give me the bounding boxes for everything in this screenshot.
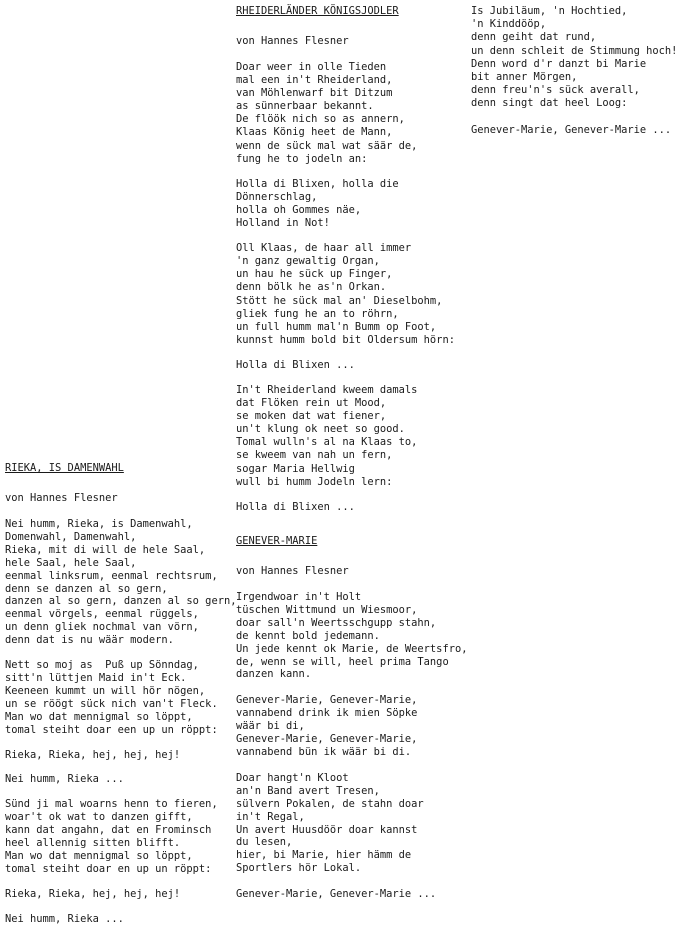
stanza: Is Jubiläum, 'n Hochtied, 'n Kinddööp, denn geiht dat rund, un denn schleit de Stimmung hoch! Denn word d'r danzt bi Marie bit anner Mörgen, denn freu'n's sück averall, denn singt dat heel Loog: [471, 5, 678, 110]
song-author: von Hannes Flesner [236, 565, 349, 577]
song-title: RIEKA, IS DAMENWAHL [5, 462, 124, 474]
song-title: RHEIDERLÄNDER KÖNIGSJODLER [236, 5, 399, 17]
stanza: Doar hangt'n Kloot an'n Band avert Tresen, sülvern Pokalen, de stahn doar in't Regal, Un avert Huusdöör doar kannst du lesen, hier, bi Marie, hier hämm de Sportlers hör Lokal. [236, 771, 424, 875]
stanza: Sünd ji mal woarns henn to fieren, woar't ok wat to danzen gifft, kann dat angahn, dat en Frominsch heel allennig sitten blifft. Man wo dat mennigmal so löppt, tomal steiht doar en up un röppt: [5, 798, 218, 875]
stanza: Irgendwoar in't Holt tüschen Wittmund un Wiesmoor, doar sall'n Weertsschgupp stahn, de kennt bold jedemann. Un jede kennt ok Marie, de Weertsfro, de, wenn se will, heel prima Tango danzen kann. [236, 591, 468, 681]
refrain-short: Holla di Blixen ... [236, 500, 355, 513]
call-line: Rieka, Rieka, hej, hej, hej! [5, 887, 181, 900]
stanza: Nett so moj as Puß up Sönndag, sitt'n lüttjen Maid in't Eck. Keeneen kummt un will hör nögen, un se röögt sück nich van't Fleck. Man wo dat mennigmal so löppt, tomal steiht doar een up un röppt: [5, 659, 218, 736]
song-author: von Hannes Flesner [5, 492, 118, 504]
stanza: In't Rheiderland kweem damals dat Flöken rein ut Mood, se moken dat wat fiener, un't klung ok neet so good. Tomal wulln's al na Klaas to, se kweem van nah un fern, sogar Maria Hellwig wull bi humm Jodeln lern: [236, 383, 418, 488]
song-koenigsjodler [236, 5, 455, 526]
refrain: Nei humm, Rieka, is Damenwahl, Domenwahl, Damenwahl, Rieka, mit di will de hele Saal, hele Saal, hele Saal, eenmal linksrum, eenmal rechtsrum, denn se danzen al so gern, danzen al so gern, danzen al so gern, eenmal vörgels, eenmal rüggels, un denn gliek nochmal van vörn, denn dat is nu wäär modern. [5, 518, 237, 647]
refrain: Genever-Marie, Genever-Marie, vannabend drink ik mien Söpke wäär bi di, Genever-Marie, Genever-Marie, vannabend bün ik wäär bi di. [236, 694, 418, 758]
song-genever-marie-continued [471, 5, 677, 150]
call-line: Rieka, Rieka, hej, hej, hej! [5, 748, 181, 761]
refrain-short: Nei humm, Rieka ... [5, 773, 124, 786]
refrain-short: Holla di Blixen ... [236, 358, 355, 371]
stanza: Doar weer in olle Tieden mal een in't Rheiderland, van Möhlenwarf bit Ditzum as sünnerbaar bekannt. De flöök nich so as annern, Klaas König heet de Mann, wenn de sück mal wat säär de, fung he to jodeln an: [236, 61, 418, 165]
song-author: von Hannes Flesner [236, 35, 349, 47]
refrain-short: Genever-Marie, Genever-Marie ... [471, 123, 672, 136]
song-title: GENEVER-MARIE [236, 535, 318, 547]
refrain-short: Genever-Marie, Genever-Marie ... [236, 888, 437, 901]
stanza: Oll Klaas, de haar all immer 'n ganz gewaltig Organ, un hau he sück up Finger, denn bölk he as'n Orkan. Stött he sück mal an' Dieselbohm, gliek fung he an to röhrn, un full humm mal'n Bumm op Foot, kunnst humm bold bit Oldersum hörn: [236, 242, 455, 346]
song-rieka-damenwahl [5, 462, 236, 938]
refrain-short: Nei humm, Rieka ... [5, 912, 124, 925]
refrain: Holla di Blixen, holla die Dönnerschlag, holla oh Gommes näe, Holland in Not! [236, 177, 399, 230]
song-genever-marie [236, 535, 467, 914]
